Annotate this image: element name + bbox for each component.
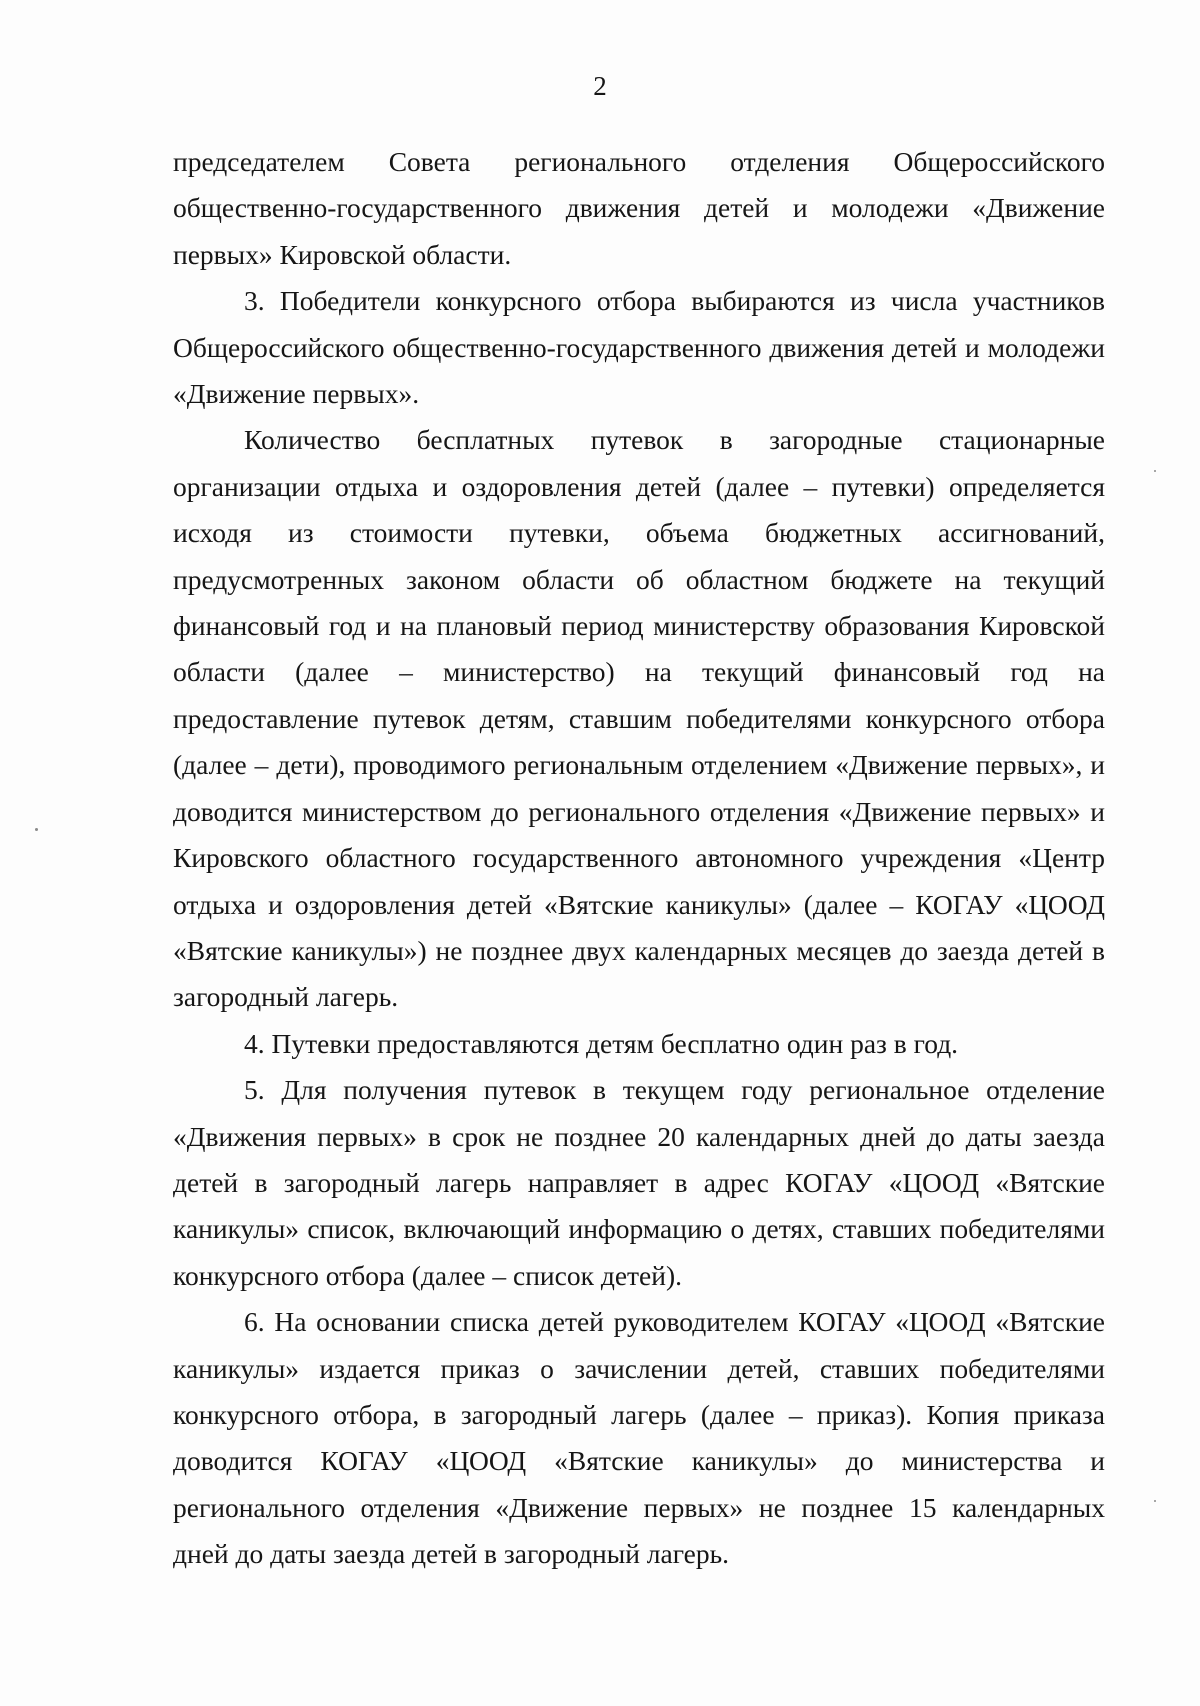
paragraph-item-4: 4. Путевки предоставляются детям бесплатно один раз в год. bbox=[244, 1027, 959, 1059]
paragraph-item-3: 3. Победители конкурсного отбора выбираются из числа участников Общероссийского общественно-государственного движения детей и молодежи «Движение первых». bbox=[173, 285, 1105, 410]
scan-speck bbox=[35, 828, 38, 831]
paragraph-continuation: председателем Совета регионального отделения Общероссийского общественно-государственного движения детей и молодежи «Движение первых» Кировской области. bbox=[173, 146, 1105, 270]
paragraph-voucher-quantity: Количество бесплатных путевок в загородные стационарные организации отдыха и оздоровления детей (далее – путевки) определяется исходя из стоимости путевки, объема бюджетных ассигнований, предусмотренных законом области об областном бюджете на текущий финансовый год и на плановый период министерству образования Кировской области (далее – министерство) на текущий финансовый год на предоставление путевок детям, ставшим победителями конкурсного отбора (далее – дети), проводимого региональным отделением «Движение первых», и доводится министерством до регионального отделения «Движение первых» и Кировского областного государственного автономного учреждения «Центр отдыха и оздоровления детей «Вятские каникулы» (далее – КОГАУ «ЦООД «Вятские каникулы») не позднее двух календарных месяцев до заезда детей в загородный лагерь. bbox=[173, 424, 1105, 1013]
scan-speck bbox=[1154, 470, 1156, 472]
paragraph-item-6: 6. На основании списка детей руководителем КОГАУ «ЦООД «Вятские каникулы» издается приказ о зачислении детей, ставших победителями конкурсного отбора, в загородный лагерь (далее – приказ). Копия приказа доводится КОГАУ «ЦООД «Вятские каникулы» до министерства и регионального отделения «Движение первых» не позднее 15 календарных дней до даты заезда детей в загородный лагерь. bbox=[173, 1306, 1105, 1570]
page-number: 2 bbox=[593, 71, 607, 101]
paragraph-item-5: 5. Для получения путевок в текущем году региональное отделение «Движения первых» в срок не позднее 20 календарных дней до даты заезда детей в загородный лагерь направляет в адрес КОГАУ «ЦООД «Вятские каникулы» список, включающий информацию о детях, ставших победителями конкурсного отбора (далее – список детей). bbox=[173, 1074, 1105, 1291]
document-body bbox=[173, 139, 1105, 1578]
scan-speck bbox=[1154, 1500, 1156, 1502]
